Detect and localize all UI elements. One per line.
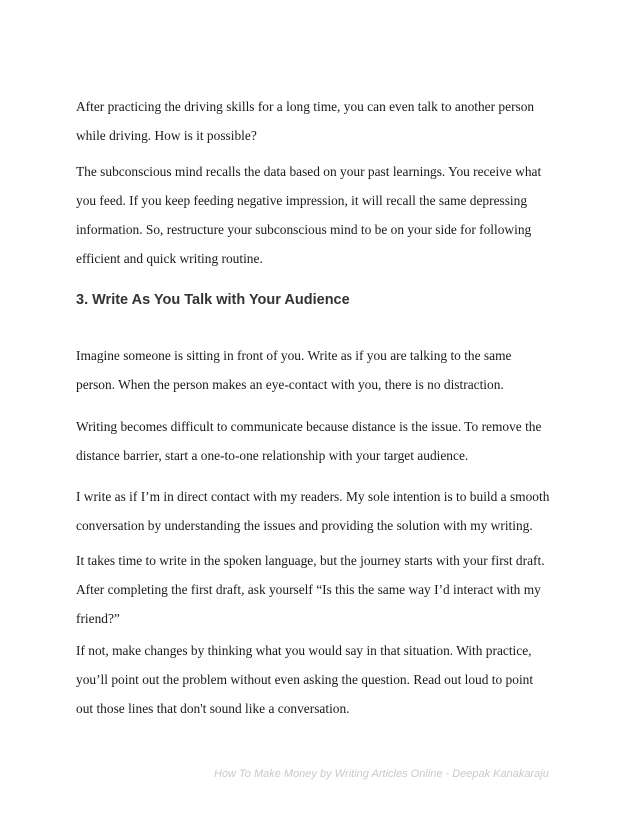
text-line: out those lines that don't sound like a conversation.	[76, 701, 350, 716]
text-line: If not, make changes by thinking what you would say in that situation. With practice,	[76, 643, 532, 658]
text-line: I write as if I’m in direct contact with my readers. My sole intention is to build a smooth	[76, 489, 550, 504]
paragraph-direct-contact	[76, 482, 576, 540]
page-footer: How To Make Money by Writing Articles Online - Deepak Kanakaraju	[214, 768, 549, 780]
section-heading: 3. Write As You Talk with Your Audience	[76, 292, 350, 308]
paragraph-subconscious	[76, 157, 576, 273]
paragraph-distance	[76, 412, 576, 470]
text-line: distance barrier, start a one-to-one relationship with your target audience.	[76, 448, 469, 463]
text-line: After practicing the driving skills for a long time, you can even talk to another person	[76, 99, 535, 114]
text-line: efficient and quick writing routine.	[76, 251, 263, 266]
paragraph-imagine	[76, 341, 576, 399]
text-line: you’ll point out the problem without even asking the question. Read out loud to point	[76, 672, 534, 687]
text-line: Imagine someone is sitting in front of you. Write as if you are talking to the same	[76, 348, 512, 363]
text-line: person. When the person makes an eye-contact with you, there is no distraction.	[76, 377, 504, 392]
text-line: friend?”	[76, 611, 120, 626]
text-line: The subconscious mind recalls the data based on your past learnings. You receive what	[76, 164, 542, 179]
text-line: conversation by understanding the issues and providing the solution with my writing.	[76, 518, 533, 533]
paragraph-spoken-language	[76, 546, 576, 633]
text-line: information. So, restructure your subconscious mind to be on your side for following	[76, 222, 532, 237]
paragraph-make-changes	[76, 636, 576, 723]
text-line: It takes time to write in the spoken language, but the journey starts with your first draft.	[76, 553, 545, 568]
text-line: After completing the first draft, ask yourself “Is this the same way I’d interact with my	[76, 582, 541, 597]
text-line: while driving. How is it possible?	[76, 128, 257, 143]
paragraph-driving	[76, 92, 576, 150]
text-line: you feed. If you keep feeding negative impression, it will recall the same depressing	[76, 193, 528, 208]
text-line: Writing becomes difficult to communicate because distance is the issue. To remove the	[76, 419, 542, 434]
